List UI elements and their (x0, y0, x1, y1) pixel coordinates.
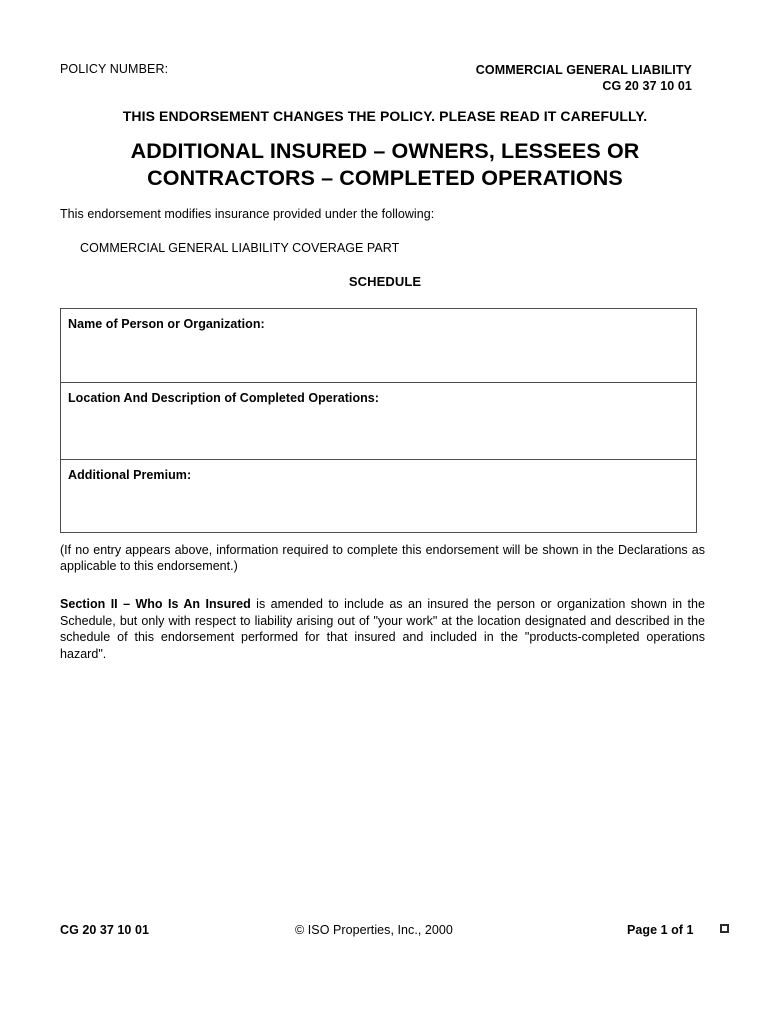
section-ii-body: is amended to include as an insured the person or organization shown in the Schedule, but only with respect to liability arising out of "your work" at the location designated and described in the schedule of this endorsement performed for that insured and included in the "products-completed operations hazard". (60, 597, 705, 661)
policy-number-label: POLICY NUMBER: (60, 62, 169, 76)
header-form-identification (476, 62, 692, 94)
footer-copyright: © ISO Properties, Inc., 2000 (295, 923, 453, 937)
footer-form-number: CG 20 37 10 01 (60, 923, 149, 937)
page-title-line-1: ADDITIONAL INSURED – OWNERS, LESSEES OR (130, 139, 640, 163)
footer-page-number: Page 1 of 1 (627, 923, 694, 937)
schedule-row-premium[interactable] (61, 460, 696, 532)
page-title (0, 138, 770, 192)
endorsement-notice: THIS ENDORSEMENT CHANGES THE POLICY. PLEASE READ IT CAREFULLY. (122, 108, 648, 124)
coverage-part-item: COMMERCIAL GENERAL LIABILITY COVERAGE PART (80, 241, 400, 255)
section-ii-paragraph (60, 596, 705, 662)
schedule-label-premium: Additional Premium: (68, 468, 192, 482)
section-ii-lead: Section II – Who Is An Insured (60, 597, 251, 611)
empty-square-icon (720, 924, 729, 933)
schedule-label-location: Location And Description of Completed Operations: (68, 391, 380, 405)
schedule-table (60, 308, 697, 533)
page-title-line-2: CONTRACTORS – COMPLETED OPERATIONS (147, 166, 623, 190)
schedule-heading: SCHEDULE (348, 274, 422, 289)
modifies-statement: This endorsement modifies insurance provided under the following: (60, 207, 435, 221)
no-entry-note: (If no entry appears above, information required to complete this endorsement will be shown in the Declarations as applicable to this endorsement.) (60, 543, 705, 573)
coverage-line-label: COMMERCIAL GENERAL LIABILITY (475, 63, 692, 77)
schedule-label-name: Name of Person or Organization: (68, 317, 265, 331)
header-form-number: CG 20 37 10 01 (602, 79, 692, 93)
document-header (60, 62, 692, 96)
schedule-row-location[interactable] (61, 383, 696, 460)
document-footer (60, 923, 735, 941)
schedule-row-name[interactable] (61, 309, 696, 383)
